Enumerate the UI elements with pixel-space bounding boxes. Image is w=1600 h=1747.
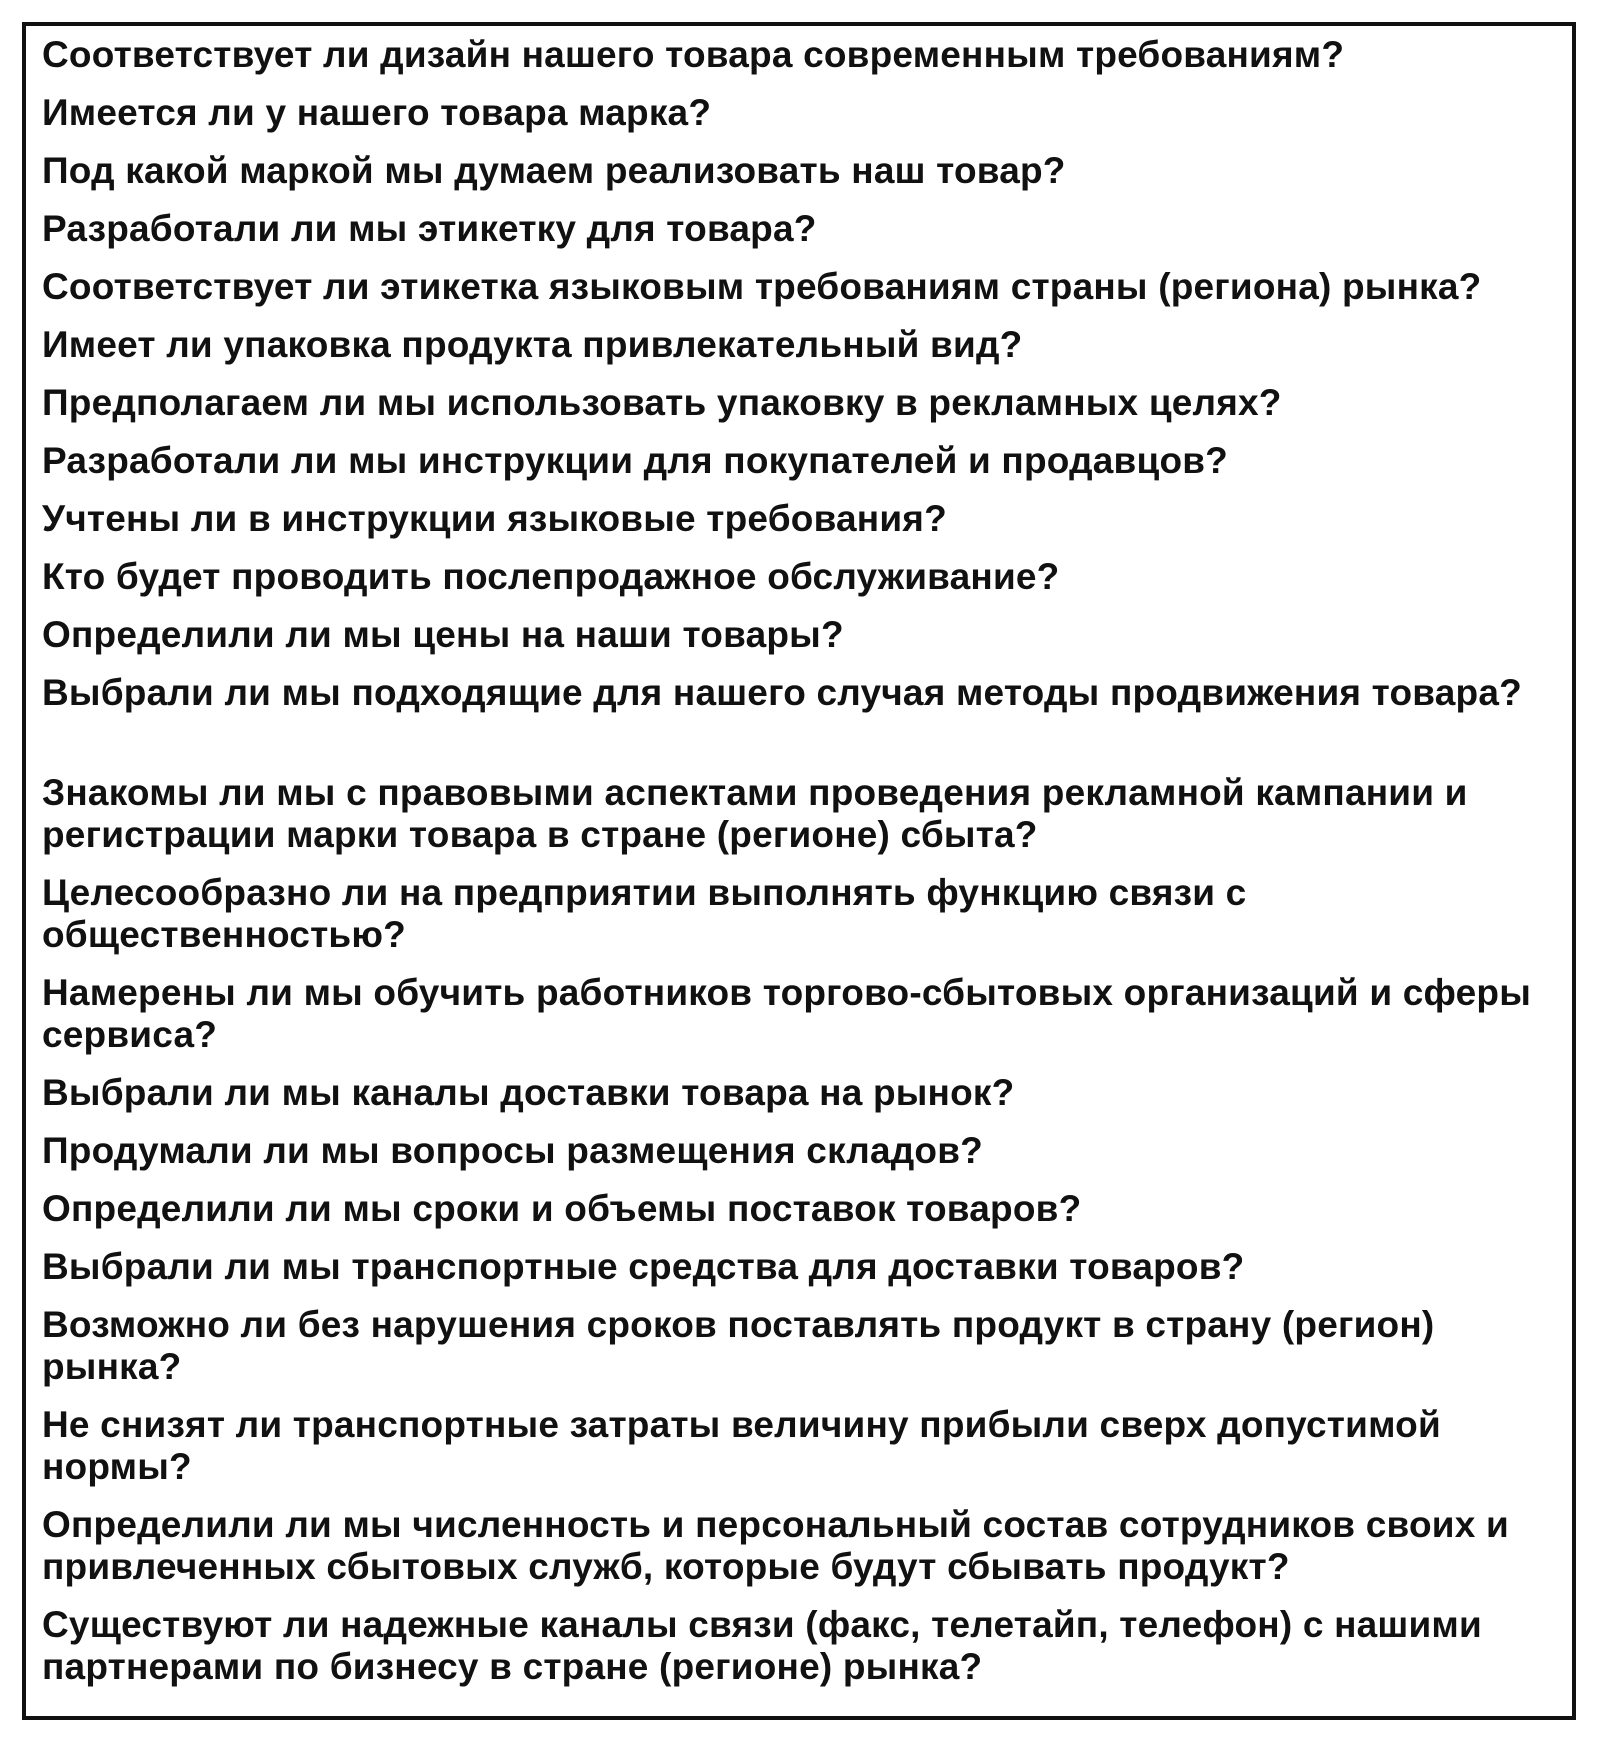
question-item: Предполагаем ли мы использовать упаковку в рекламных целях? xyxy=(42,382,1282,423)
question-item: Не снизят ли транспортные затраты величину прибыли сверх допустимой нормы? xyxy=(42,1404,1441,1487)
question-item: Соответствует ли этикетка языковым требованиям страны (региона) рынка? xyxy=(42,266,1482,307)
question-item: Определили ли мы численность и персональный состав сотрудников своих и привлеченных сбытовых служб, которые будут сбывать продукт? xyxy=(42,1504,1509,1587)
question-item: Выбрали ли мы подходящие для нашего случая методы продвижения товара? xyxy=(42,672,1522,713)
question-item: Определили ли мы сроки и объемы поставок товаров? xyxy=(42,1188,1082,1229)
question-item: Разработали ли мы этикетку для товара? xyxy=(42,208,817,249)
question-item: Знакомы ли мы с правовыми аспектами проведения рекламной кампании и регистрации марки товара в стране (регионе) сбыта? xyxy=(42,772,1468,855)
question-item: Намерены ли мы обучить работников торгово-сбытовых организаций и сферы сервиса? xyxy=(42,972,1531,1055)
question-item: Целесообразно ли на предприятии выполнять функцию связи с общественностью? xyxy=(42,872,1247,955)
question-item: Существуют ли надежные каналы связи (факс, телетайп, телефон) с нашими партнерами по бизнесу в стране (регионе) рынка? xyxy=(42,1604,1482,1687)
question-item: Имеет ли упаковка продукта привлекательный вид? xyxy=(42,324,1023,365)
checklist-box xyxy=(22,22,1576,1720)
question-item: Разработали ли мы инструкции для покупателей и продавцов? xyxy=(42,440,1228,481)
question-item: Соответствует ли дизайн нашего товара современным требованиям? xyxy=(42,34,1345,75)
question-item: Определили ли мы цены на наши товары? xyxy=(42,614,844,655)
question-item: Под какой маркой мы думаем реализовать наш товар? xyxy=(42,150,1066,191)
question-item: Кто будет проводить послепродажное обслуживание? xyxy=(42,556,1060,597)
question-item: Выбрали ли мы каналы доставки товара на рынок? xyxy=(42,1072,1015,1113)
question-item: Возможно ли без нарушения сроков поставлять продукт в страну (регион) рынка? xyxy=(42,1304,1435,1387)
question-item: Учтены ли в инструкции языковые требования? xyxy=(42,498,947,539)
question-item: Имеется ли у нашего товара марка? xyxy=(42,92,712,133)
question-item: Продумали ли мы вопросы размещения складов? xyxy=(42,1130,983,1171)
question-item: Выбрали ли мы транспортные средства для доставки товаров? xyxy=(42,1246,1245,1287)
